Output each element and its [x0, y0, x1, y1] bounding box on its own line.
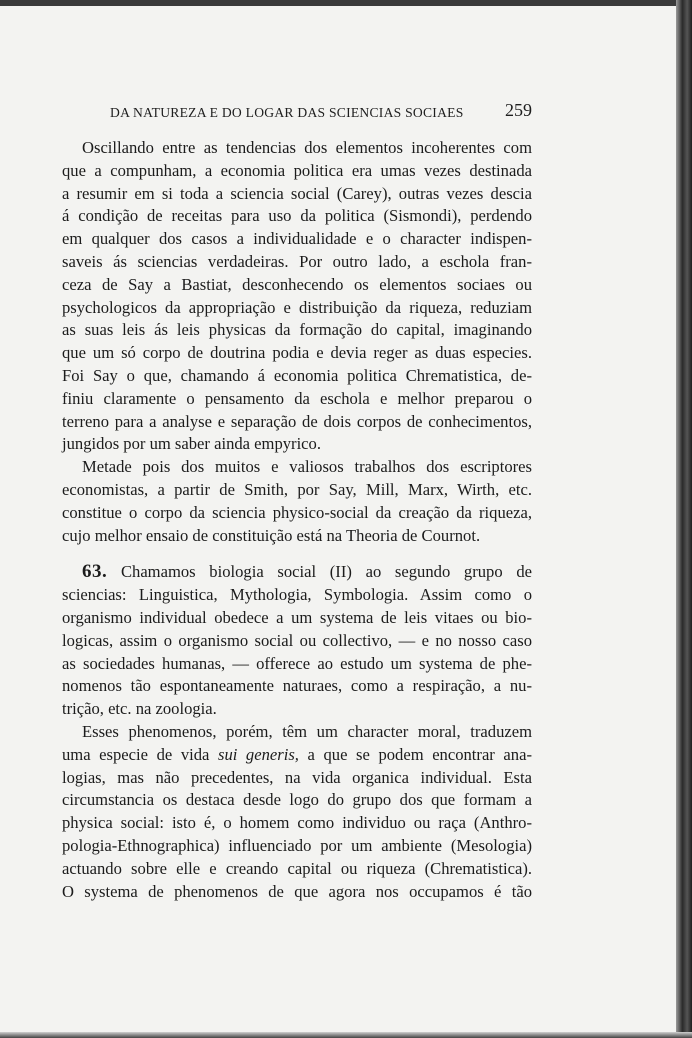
running-title: DA NATUREZA E DO LOGAR DAS SCIENCIAS SOCIAES [110, 105, 464, 120]
page-number: 259 [505, 100, 532, 120]
paragraph-4 [62, 721, 532, 903]
section-63 [62, 561, 532, 721]
page-bottom-edge [0, 1032, 692, 1038]
text-line: psychologicos da appropriação e distribuição da riqueza, reduziam [62, 297, 532, 317]
text-line: logias, mas não precedentes, na vida organica individual. Esta [62, 767, 532, 787]
text-line: physica social: isto é, o homem como individuo ou raça (Anthro- [62, 813, 532, 833]
paragraph-2 [62, 456, 532, 547]
text-line: Oscillando entre as tendencias dos elementos incoherentes com [82, 138, 532, 157]
book-page [0, 6, 676, 1034]
text-line: uma especie de vida sui generis, a que se podem encontrar ana- [62, 744, 532, 764]
body-text [62, 137, 532, 903]
text-line: circumstancia os destaca desde logo do grupo dos que formam a [62, 790, 532, 810]
text-line: terreno para a analyse e separação de dois corpos de conhecimentos, [62, 411, 532, 431]
text-line: que a compunham, a economia politica era umas vezes destinada [62, 160, 532, 180]
text-line: sciencias: Linguistica, Mythologia, Symbologia. Assim como o [62, 585, 532, 605]
text-line: jungidos por um saber ainda empyrico. [62, 434, 321, 454]
text-line: Foi Say o que, chamando á economia politica Chrematistica, de- [62, 365, 532, 385]
text-line: em qualquer dos casos a individualidade e o character indispen- [62, 229, 532, 249]
text-line: as sociedades humanas, — offerece ao estudo um systema de phe- [62, 653, 532, 673]
text-line: cujo melhor ensaio de constituição está na Theoria de Cournot. [62, 525, 481, 545]
text-line: á condição de receitas para uso da politica (Sismondi), perdendo [62, 206, 532, 226]
text-line: a resumir em si toda a sciencia social (Carey), outras vezes descia [62, 183, 532, 203]
text-line: ceza de Say a Bastiat, desconhecendo os elementos sociaes ou [62, 274, 532, 294]
book-gutter [676, 0, 692, 1038]
text-line: organismo individual obedece a um systema de leis vitaes ou bio- [62, 607, 532, 627]
text-line: saveis ás sciencias verdadeiras. Por outro lado, a eschola fran- [62, 251, 532, 271]
text-line: finiu claramente o pensamento da eschola e melhor preparou o [62, 388, 532, 408]
text-line: Esses phenomenos, porém, têm um character moral, traduzem [82, 721, 532, 741]
text-line: trição, etc. na zoologia. [62, 699, 217, 719]
text-line: economistas, a partir de Smith, por Say, Mill, Marx, Wirth, etc. [62, 479, 532, 499]
text-line: que um só corpo de doutrina podia e devia reger as duas especies. [62, 343, 532, 363]
text-line: constitue o corpo da sciencia physico-social da creação da riqueza, [62, 502, 532, 522]
text-line: pologia-Ethnographica) influenciado por um ambiente (Mesologia) [62, 835, 532, 855]
text-line: nomenos tão espontaneamente naturaes, como a respiração, a nu- [62, 676, 532, 696]
text-line: as suas leis ás leis physicas da formação do capital, imaginando [62, 320, 532, 340]
italic-term: sui generis, [217, 744, 299, 764]
text-line: O systema de phenomenos de que agora nos occupamos é tão [62, 881, 532, 901]
text-line: 63. Chamamos biologia social (II) ao segundo grupo de [82, 561, 532, 583]
text-line: logicas, assim o organismo social ou collectivo, — e no nosso caso [62, 630, 532, 650]
text-line: actuando sobre elle e creando capital ou riqueza (Chrematistica). [62, 858, 532, 878]
paragraph-1 [62, 137, 532, 456]
page-header [110, 100, 532, 126]
section-number: 63. [82, 561, 108, 583]
text-line: Metade pois dos muitos e valiosos trabalhos dos escriptores [82, 457, 532, 477]
